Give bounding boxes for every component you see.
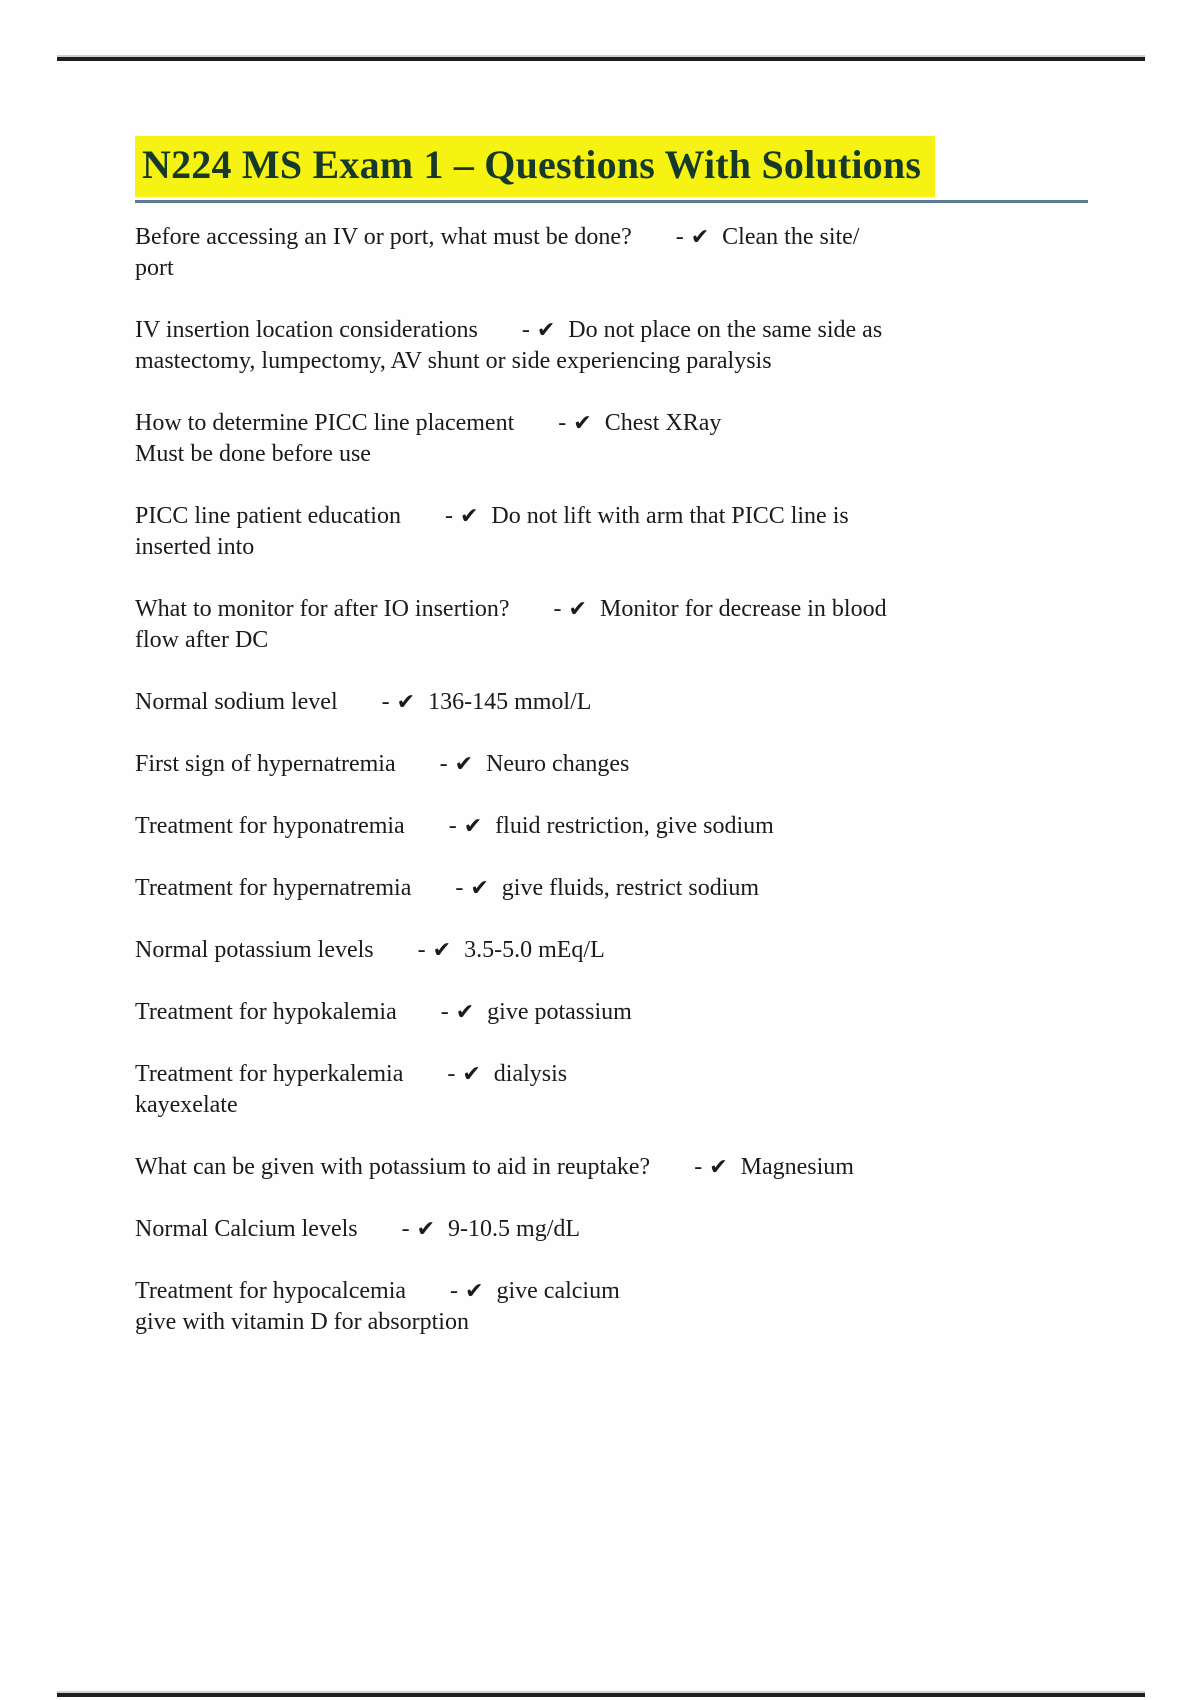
answer-text: 3.5-5.0 mEq/L: [464, 937, 605, 963]
qa-line: [135, 1214, 1075, 1245]
answer-dash: -: [417, 937, 426, 963]
answer-continuation: give with vitamin D for absorption: [135, 1309, 469, 1335]
answer-dash: -: [439, 751, 448, 777]
qa-line: [135, 594, 1075, 625]
qa-item: [135, 873, 1075, 904]
check-icon: ✔: [465, 1279, 484, 1304]
question-text: Treatment for hypokalemia: [135, 999, 397, 1025]
check-icon: ✔: [536, 318, 556, 343]
title-underline: [135, 200, 1088, 203]
check-icon: ✔: [709, 1155, 728, 1180]
question-text: What can be given with potassium to aid in reuptake?: [135, 1154, 651, 1180]
qa-line: [135, 997, 1075, 1028]
answer-text: fluid restriction, give sodium: [495, 813, 774, 839]
check-icon: ✔: [416, 1217, 436, 1242]
document-content: [135, 136, 1075, 1369]
qa-line: [135, 1152, 1075, 1183]
qa-item: [135, 1059, 1075, 1121]
qa-line: [135, 873, 1075, 904]
qa-item: [135, 935, 1075, 966]
qa-line: [135, 1276, 1075, 1307]
question-text: Treatment for hyponatremia: [135, 813, 405, 839]
answer-continuation: inserted into: [135, 534, 255, 560]
answer-continuation: Must be done before use: [135, 441, 371, 467]
answer-text: give fluids, restrict sodium: [501, 875, 760, 901]
answer-continuation: kayexelate: [135, 1092, 238, 1118]
qa-item: [135, 222, 1075, 284]
check-icon: ✔: [396, 690, 416, 715]
answer-dash: -: [694, 1154, 703, 1180]
top-border-rule: [57, 57, 1145, 61]
qa-line: [135, 315, 1075, 346]
qa-item: [135, 594, 1075, 656]
answer-dash: -: [450, 1278, 459, 1304]
answer-text: Monitor for decrease in blood: [599, 596, 887, 622]
answer-text: give potassium: [487, 999, 632, 1025]
qa-line: [135, 222, 1075, 253]
question-text: First sign of hypernatremia: [135, 751, 396, 777]
qa-item: [135, 811, 1075, 842]
question-text: Treatment for hypocalcemia: [135, 1278, 407, 1304]
qa-item: [135, 315, 1075, 377]
question-text: Before accessing an IV or port, what must be done?: [135, 224, 632, 250]
qa-line: [135, 749, 1075, 780]
qa-item: [135, 997, 1075, 1028]
qa-list: [135, 222, 1075, 1338]
check-icon: ✔: [463, 814, 483, 839]
qa-item: [135, 687, 1075, 718]
qa-item: [135, 501, 1075, 563]
page-title: [135, 136, 1075, 197]
question-text: What to monitor for after IO insertion?: [135, 596, 510, 622]
answer-text: 136-145 mmol/L: [428, 689, 592, 715]
check-icon: ✔: [462, 1062, 481, 1087]
check-icon: ✔: [455, 1000, 475, 1025]
question-text: Treatment for hypernatremia: [135, 875, 412, 901]
question-text: IV insertion location considerations: [135, 317, 478, 343]
qa-line: [135, 935, 1075, 966]
answer-dash: -: [448, 813, 457, 839]
check-icon: ✔: [568, 597, 587, 622]
check-icon: ✔: [470, 876, 489, 901]
check-icon: ✔: [690, 225, 710, 250]
answer-continuation: port: [135, 255, 174, 281]
qa-item: [135, 1214, 1075, 1245]
question-text: Normal sodium level: [135, 689, 338, 715]
answer-text: Magnesium: [740, 1154, 854, 1180]
qa-line: [135, 408, 1075, 439]
answer-dash: -: [521, 317, 530, 343]
answer-text: Neuro changes: [486, 751, 630, 777]
check-icon: ✔: [432, 938, 452, 963]
qa-item: [135, 1152, 1075, 1183]
question-text: PICC line patient education: [135, 503, 401, 529]
check-icon: ✔: [573, 411, 592, 436]
qa-line: [135, 1059, 1075, 1090]
answer-dash: -: [455, 875, 464, 901]
answer-text: 9-10.5 mg/dL: [448, 1216, 581, 1242]
answer-continuation: flow after DC: [135, 627, 269, 653]
question-text: Treatment for hyperkalemia: [135, 1061, 404, 1087]
answer-text: Chest XRay: [604, 410, 722, 436]
answer-text: Clean the site/: [722, 224, 860, 250]
bottom-border-rule: [57, 1693, 1145, 1697]
answer-text: give calcium: [496, 1278, 620, 1304]
title-highlight: N224 MS Exam 1 – Questions With Solutions: [135, 136, 935, 197]
check-icon: ✔: [459, 504, 479, 529]
answer-text: Do not lift with arm that PICC line is: [491, 503, 849, 529]
answer-dash: -: [675, 224, 684, 250]
answer-text: dialysis: [493, 1061, 568, 1087]
answer-text: Do not place on the same side as: [568, 317, 883, 343]
answer-dash: -: [440, 999, 449, 1025]
answer-continuation: mastectomy, lumpectomy, AV shunt or side experiencing paralysis: [135, 348, 772, 374]
question-text: Normal Calcium levels: [135, 1216, 358, 1242]
answer-dash: -: [401, 1216, 410, 1242]
check-icon: ✔: [454, 752, 474, 777]
qa-line: [135, 811, 1075, 842]
question-text: Normal potassium levels: [135, 937, 374, 963]
qa-item: [135, 408, 1075, 470]
answer-dash: -: [447, 1061, 456, 1087]
qa-line: [135, 687, 1075, 718]
qa-item: [135, 749, 1075, 780]
question-text: How to determine PICC line placement: [135, 410, 515, 436]
answer-dash: -: [444, 503, 453, 529]
answer-dash: -: [381, 689, 390, 715]
answer-dash: -: [553, 596, 562, 622]
qa-item: [135, 1276, 1075, 1338]
qa-line: [135, 501, 1075, 532]
answer-dash: -: [558, 410, 567, 436]
